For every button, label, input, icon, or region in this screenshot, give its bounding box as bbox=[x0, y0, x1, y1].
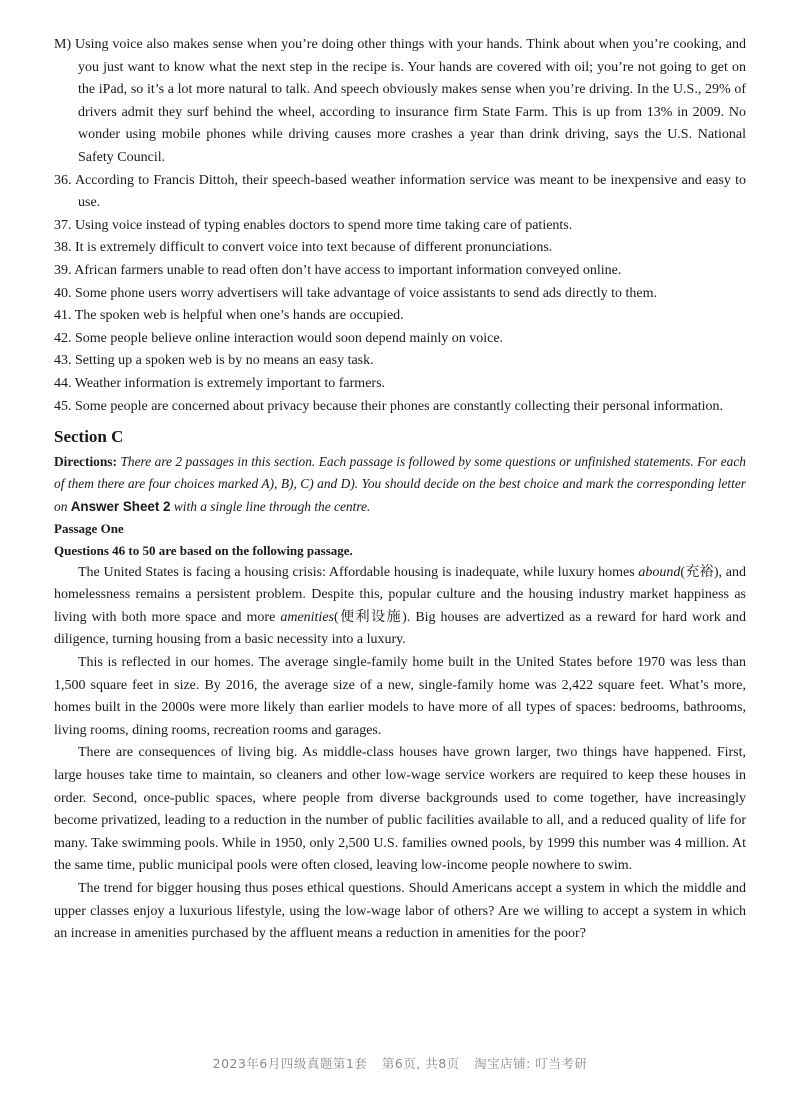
statement-number: 45. bbox=[54, 398, 72, 414]
statement-text: The spoken web is helpful when one’s hands are occupied. bbox=[74, 308, 404, 324]
footer-page-number: 第6页, 共8页 bbox=[381, 1056, 460, 1071]
statement-42 bbox=[54, 328, 746, 351]
statement-number: 41. bbox=[54, 308, 72, 324]
footer-exam-title: 2023年6月四级真题第1套 bbox=[212, 1056, 368, 1071]
passage-one-paragraph-2: This is reflected in our homes. The average single-family home built in the United States before 1970 was less than 1,500 square feet in size. By 2016, the average size of a new, single-family home was 2,422 square feet. What’s more, homes built in the 2000s were more likely than earlier models to have more of all types of spaces: bedrooms, bathrooms, living rooms, dining rooms, recreation rooms and garages. bbox=[54, 655, 746, 738]
statement-44 bbox=[54, 373, 746, 396]
statement-41 bbox=[54, 305, 746, 328]
statement-text: Weather information is extremely important to farmers. bbox=[74, 375, 386, 391]
statement-number: 40. bbox=[54, 285, 72, 301]
passage-m-label: M) bbox=[54, 37, 72, 52]
passage-one-title: Passage One bbox=[54, 520, 124, 536]
statement-text: African farmers unable to read often don’t have access to important information conveyed online. bbox=[74, 262, 622, 278]
passage-m-text: Using voice also makes sense when you’re doing other things with your hands. Think about when you’re cooking, and you just want to know what the next step in the recipe is. Your hands are covered with oil; you’re not going to get on the iPad, so it’s a lot more natural to talk. And speech obviously makes sense when you’re driving. In the U.S., 29% of drivers admit they surf behind the wheel, according to insurance firm State Farm. This is up from 13% in 2009. No wonder using mobile phones while driving causes more crashes a year than drink driving, says the U.S. National Safety Council. bbox=[75, 37, 747, 165]
gloss-abound: (充裕) bbox=[680, 564, 719, 580]
statement-text: Some people are concerned about privacy because their phones are constantly collecting their personal information. bbox=[75, 398, 724, 414]
questions-note: Questions 46 to 50 are based on the following passage. bbox=[54, 542, 353, 558]
term-abound: abound bbox=[638, 564, 681, 580]
statement-37 bbox=[54, 215, 746, 238]
statement-text: Setting up a spoken web is by no means an easy task. bbox=[75, 353, 374, 369]
statement-text: According to Francis Dittoh, their speech-based weather information service was meant to be inexpensive and easy to use. bbox=[74, 172, 746, 211]
statement-38 bbox=[54, 237, 746, 260]
paragraph-text: , and homelessness remains a persistent problem. Despite this, popular culture and the housing industry market happiness as living with both more space and more bbox=[54, 564, 747, 625]
statement-number: 39. bbox=[54, 262, 72, 278]
statement-36 bbox=[54, 170, 746, 215]
directions-text-end: with a single line through the centre. bbox=[173, 498, 371, 514]
statement-text: Using voice instead of typing enables doctors to spend more time taking care of patients. bbox=[75, 217, 573, 233]
footer-shop: 淘宝店铺: 叮当考研 bbox=[474, 1056, 588, 1071]
statement-text: It is extremely difficult to convert voice into text because of different pronunciations. bbox=[75, 240, 553, 256]
passage-one-paragraph-3: There are consequences of living big. As middle-class houses have grown larger, two things have happened. First, large houses take time to maintain, so cleaners and other low-wage service workers are required to keep these houses in order. Second, once-public spaces, where people from diverse backgrounds used to come together, have increasingly become privatized, leading to a reduction in the number of public facilities available to all, and a reduced quality of life for many. Take swimming pools. While in 1950, only 2,500 U.S. families owned pools, by 1999 this number was 4 million. At the same time, public municipal pools were often closed, leaving low-income people nowhere to swim. bbox=[54, 745, 746, 874]
statement-number: 36. bbox=[54, 172, 72, 188]
answer-sheet-label: Answer Sheet 2 bbox=[70, 498, 171, 514]
statement-text: Some people believe online interaction would soon depend mainly on voice. bbox=[75, 330, 504, 346]
statement-39 bbox=[54, 260, 746, 283]
section-c-title: Section C bbox=[54, 427, 124, 447]
statement-40 bbox=[54, 283, 746, 306]
statement-number: 37. bbox=[54, 217, 72, 233]
statement-number: 44. bbox=[54, 375, 72, 391]
section-c-directions bbox=[54, 451, 746, 518]
statement-number: 43. bbox=[54, 353, 72, 369]
passage-one-paragraph-4: The trend for bigger housing thus poses ethical questions. Should Americans accept a system in which the middle and upper classes enjoy a luxurious lifestyle, using the low-wage labor of others? Are we willing to accept a system in which an increase in amenities purchased by the affluent means a reduction in amenities for the poor? bbox=[54, 881, 746, 942]
statement-list bbox=[54, 170, 746, 419]
statement-43 bbox=[54, 350, 746, 373]
page-footer bbox=[0, 1054, 800, 1072]
paragraph-text: . Big houses are advertized as a reward for hard work and diligence, turning housing from a basic necessity into a luxury. bbox=[54, 609, 747, 648]
gloss-amenities: (便利设施) bbox=[333, 609, 407, 625]
statement-number: 42. bbox=[54, 330, 72, 346]
directions-label: Directions: bbox=[54, 454, 117, 470]
statement-45 bbox=[54, 396, 746, 419]
passage-one-paragraph-1 bbox=[54, 562, 746, 652]
statement-number: 38. bbox=[54, 240, 72, 256]
passage-m bbox=[54, 34, 746, 170]
paragraph-text: The United States is facing a housing crisis: Affordable housing is inadequate, while luxury homes bbox=[78, 564, 635, 580]
term-amenities: amenities bbox=[280, 609, 334, 625]
directions-text: There are 2 passages in this section. Each passage is followed by some questions or unfinished statements. For each of them there are four choices marked A), B), C) and D). You should decide on the best choice and mark the corresponding letter on bbox=[54, 454, 746, 514]
statement-text: Some phone users worry advertisers will take advantage of voice assistants to send ads directly to them. bbox=[75, 285, 658, 301]
